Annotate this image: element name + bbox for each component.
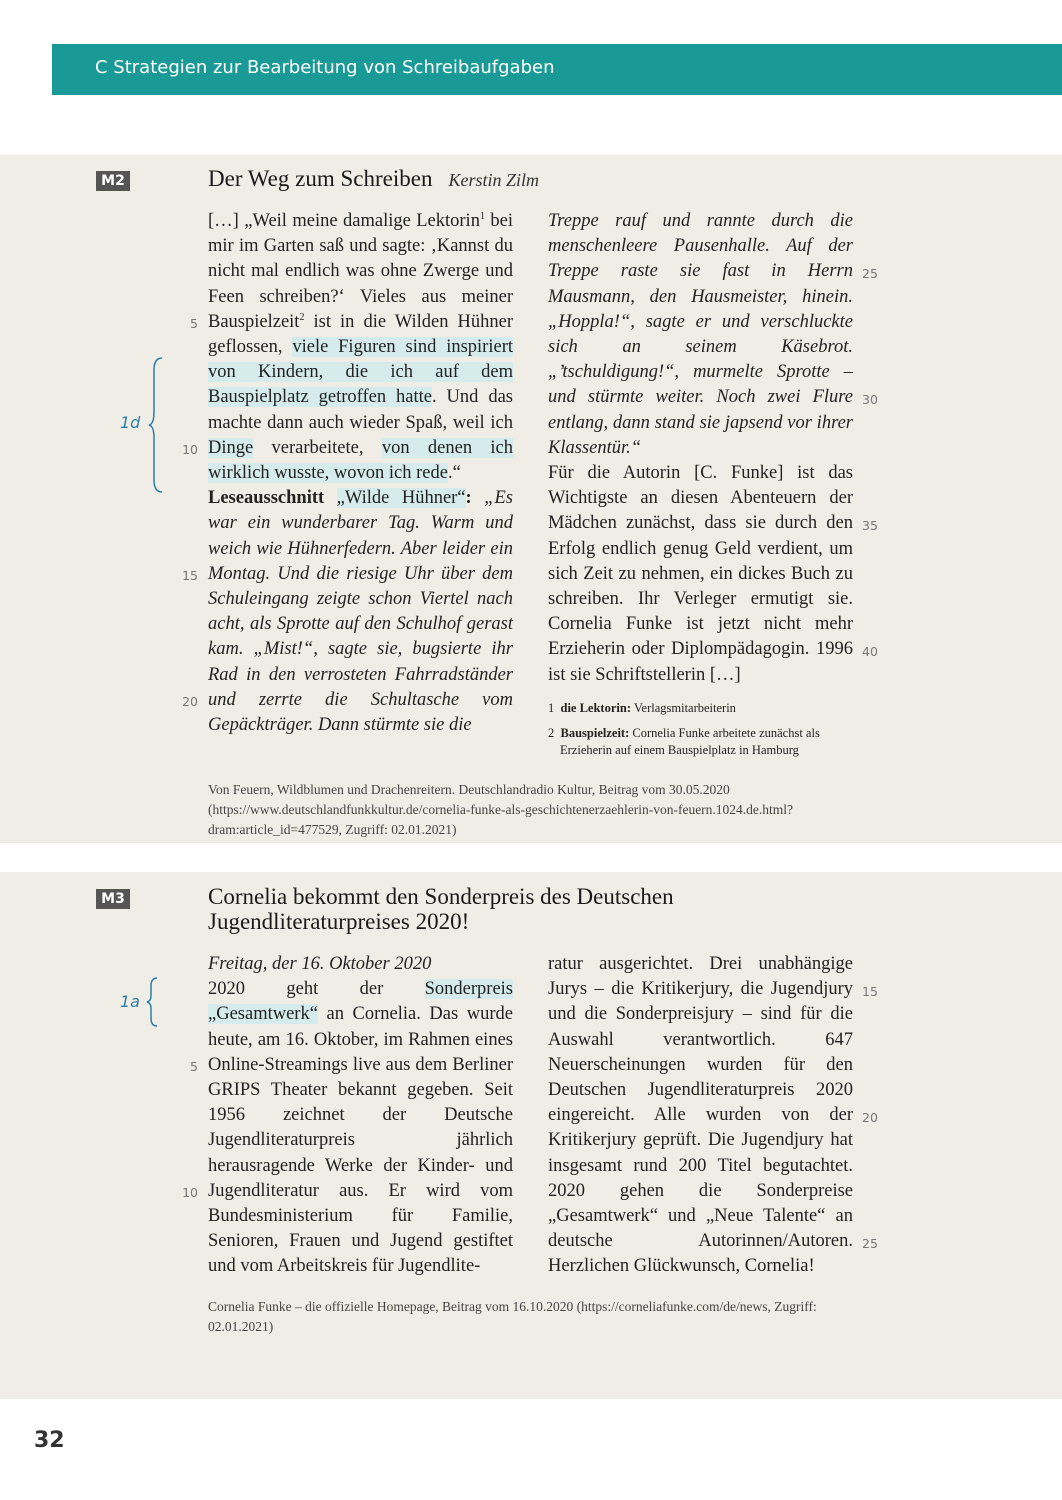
line-number: 25: [862, 266, 878, 281]
footnote-1: [548, 700, 853, 717]
footnote-number: 1: [548, 700, 555, 715]
m2-left-paragraph: [208, 209, 513, 486]
m3-right-text: ratur ausgerichtet. Drei unabhängige Jurys – die Kritikerjury, die Jugendjury und die Sonderpreisjury – sind für die Auswahl verantwortlich. 647 Neuerscheinungen wurden für den Deutschen Jugendliteraturpreis 2020 eingereicht. Alle wurden von der Kritikerjury geprüft. Die Jugendjury hat insgesamt rund 200 Titel begutachtet. 2020 gehen die Sonderpreise „Gesamtwerk“ und „Neue Talente“ an deutsche Autorinnen/Autoren. Herzlichen Glückwunsch, Cornelia!: [548, 954, 853, 1277]
m3-annotation-brace: [146, 976, 160, 1028]
m2-text-2: bei mir im Garten saß und sagte: ‚Kannst du nicht mal endlich was ohne Zwerge und Feen schreiben?‘ Vieles aus meiner Bauspielzeit: [208, 211, 513, 332]
m2-title: [208, 166, 539, 192]
m2-text-3: ist in die Wilden Hühner geflossen,: [208, 311, 513, 358]
footnote-text: Verlagsmitarbeiterin: [630, 700, 736, 715]
m2-right-excerpt: Treppe rauf und rannte durch die menschenleere Pausenhalle. Auf der Treppe raste sie fast in Herrn Mausmann, den Hausmeister, hinein. „Hoppla!“, sagte er und verschluckte sich an seinem Käsebrot. „’tschuldigung!“, murmelte Sprotte – und stürmte weiter. Noch zwei Flure entlang, dann stand sie japsend vor ihrer Klassentür.“: [548, 211, 853, 458]
m2-right-text: Für die Autorin [C. Funke] ist das Wichtigste an diesen Abenteuern der Mädchen zunächst, dass sie durch den Erfolg endlich genug Geld verdient, um sich Zeit zu nehmen, ein dickes Buch zu schreiben. Ihr Verleger ermutigt sie. Cornelia Funke ist jetzt nicht mehr Erzieherin oder Diplompädagogin. 1996 ist sie Schriftstellerin […]: [548, 463, 853, 685]
page-number: 32: [34, 1428, 65, 1453]
m2-highlight-2: Dinge: [208, 437, 254, 458]
m2-source: Von Feuern, Wildblumen und Drachenreitern. Deutschlandradio Kultur, Beitrag vom 30.05.2020 (https://www.deutschlandfunkkultur.de/cornelia-funke-als-geschichtenerzaehlerin-von-feuern.1024.de.html?dram:article_id=477529, Zugriff: 02.01.2021): [208, 782, 794, 837]
m3-left-column: [208, 952, 513, 1280]
line-number: 20: [862, 1110, 878, 1125]
footnote-term: die Lektorin:: [560, 700, 631, 715]
m2-text-5: verarbeitete,: [253, 437, 382, 458]
m3-source: Cornelia Funke – die offizielle Homepage, Beitrag vom 16.10.2020 (https://corneliafunke.com/de/news, Zugriff: 02.01.2021): [208, 1299, 817, 1334]
m3-left-paragraph: [208, 977, 513, 1279]
chapter-header-bar: [52, 44, 1062, 95]
m2-highlight-1: viele Figuren sind inspiriert von Kindern, die ich auf dem Bauspielplatz getroffen hatte: [208, 337, 513, 408]
line-number: 20: [182, 694, 198, 709]
m2-tag: M2: [96, 171, 130, 191]
line-number: 5: [190, 316, 198, 331]
m3-title: Cornelia bekommt den Sonderpreis des Deutschen Jugendliteraturpreises 2020!: [208, 884, 674, 934]
m2-lese-paragraph: [208, 486, 513, 738]
footnote-ref-2: 2: [299, 311, 305, 323]
chapter-title: C Strategien zur Bearbeitung von Schreibaufgaben: [95, 57, 555, 78]
m2-panel: [0, 155, 1062, 843]
m2-annotation-brace: [148, 356, 166, 494]
footnote-text: Cornelia Funke arbeitete zunächst als Erzieherin auf einem Bauspielplatz in Hamburg: [560, 725, 820, 757]
footnote-number: 2: [548, 725, 555, 740]
m3-date: Freitag, der 16. Oktober 2020: [208, 954, 432, 974]
m3-text-1: 2020 geht der: [208, 979, 425, 1000]
footnote-term: Bauspielzeit:: [560, 725, 630, 740]
line-number: 15: [862, 984, 878, 999]
m2-title-text: Der Weg zum Schreiben: [208, 166, 433, 191]
lese-colon: :: [465, 488, 472, 509]
m3-annotation: 1a: [120, 992, 140, 1011]
m2-text-6: .“: [447, 463, 461, 484]
m2-right-column: [548, 209, 853, 759]
line-number: 40: [862, 644, 878, 659]
lese-label: Leseausschnitt: [208, 488, 325, 509]
line-number: 5: [190, 1059, 198, 1074]
line-number: 10: [182, 1185, 198, 1200]
footnote-ref-1: 1: [479, 210, 485, 222]
m2-highlight-4: „Wilde Hühner“: [336, 488, 466, 509]
m2-highlight-3: von denen ich wirklich wusste, wovon ich rede: [208, 437, 513, 484]
m2-author: Kerstin Zilm: [448, 170, 539, 190]
m2-annotation: 1d: [120, 413, 141, 432]
m2-text-1: […] „Weil meine damalige Lektorin: [208, 211, 480, 231]
line-number: 25: [862, 1236, 878, 1251]
m3-highlight: Sonderpreis „Gesamtwerk“: [208, 979, 513, 1025]
m3-tag: M3: [96, 889, 130, 909]
line-number: 35: [862, 518, 878, 533]
line-number: 10: [182, 442, 198, 457]
m2-text-4: . Und das machte dann auch wieder Spaß, weil ich: [208, 387, 513, 433]
m2-left-column: [208, 209, 513, 738]
lese-excerpt: „Es war ein wunderbarer Tag. Warm und weich wie Hühnerfedern. Aber leider ein Montag. Und die riesige Uhr über dem Schuleingang zeigte schon Viertel nach acht, als Sprotte auf den Schulhof gerast kam. „Mist!“, sagte sie, bugsierte ihr Rad in den verrosteten Fahrradständer und zerrte die Schultasche vom Gepäckträger. Dann stürmte sie die: [208, 488, 513, 736]
line-number: 30: [862, 392, 878, 407]
footnote-2: [548, 725, 853, 759]
m3-right-column: [548, 952, 853, 1280]
line-number: 15: [182, 568, 198, 583]
m3-text-2: an Cornelia. Das wurde heute, am 16. Oktober, im Rahmen eines Online-Streamings live aus dem Berliner GRIPS Theater bekannt gegeben. Seit 1956 zeichnet der Deutsche Jugendliteraturpreis jährlich herausragende Werke der Kinder- und Jugendliteratur aus. Er wird vom Bundesministerium für Familie, Senioren, Frauen und Jugend gestiftet und vom Arbeitskreis für Jugendlite-: [208, 1004, 513, 1277]
